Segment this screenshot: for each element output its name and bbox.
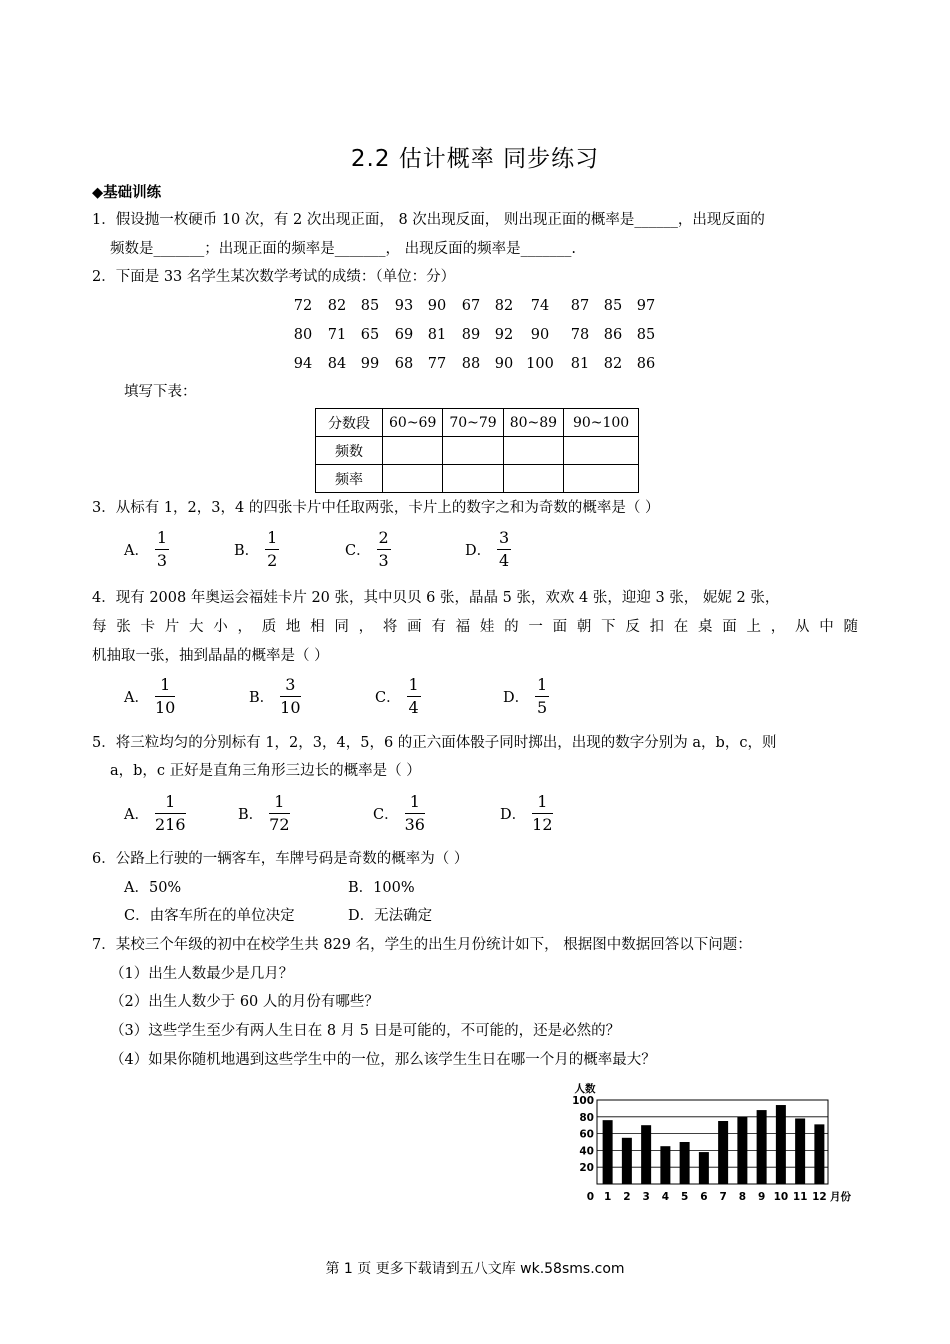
choice-label: C． — [373, 807, 399, 823]
q4-line2: 每张卡片大小，质地相同，将画有福娃的一面朝下反扣在桌面上，从中随 — [92, 619, 858, 635]
score-value: 93 — [394, 298, 414, 314]
score-value: 82 — [603, 356, 623, 372]
fraction-denominator: 72 — [269, 815, 290, 834]
q1-line1: 1．假设抛一枚硬币 10 次，有 2 次出现正面， 8 次出现反面， 则出现正面的概率是______，出现反面的 — [92, 212, 765, 228]
q7-stem: 7．某校三个年级的初中在校学生共 829 名，学生的出生月份统计如下， 根据图中数据回答以下问题： — [92, 937, 752, 953]
table-blank-cell[interactable] — [503, 465, 563, 493]
frequency-table — [315, 408, 639, 493]
fraction-denominator: 4 — [499, 551, 510, 570]
fraction-bar — [407, 696, 421, 697]
fraction-numerator: 3 — [285, 675, 296, 694]
q7-sub2: （2）出生人数少于 60 人的月份有哪些？ — [110, 994, 379, 1010]
q3-choice[interactable] — [234, 529, 279, 570]
fraction — [155, 529, 169, 570]
fraction-denominator: 3 — [156, 551, 168, 570]
fraction-denominator: 4 — [408, 698, 419, 717]
bar-month-7 — [718, 1121, 728, 1184]
choice-label: A． — [124, 807, 149, 823]
score-value: 69 — [394, 327, 414, 343]
table-header-cell: 80~89 — [503, 409, 563, 437]
fraction — [269, 793, 289, 834]
q3-choice[interactable] — [345, 529, 391, 570]
q2-stem: 2．下面是 33 名学生某次数学考试的成绩：（单位：分） — [92, 269, 456, 285]
birth-month-bar-chart — [560, 1078, 860, 1208]
x-tick-label: 9 — [757, 1191, 766, 1203]
fraction — [405, 793, 425, 834]
score-value: 88 — [461, 356, 481, 372]
score-value: 81 — [570, 356, 590, 372]
y-tick-label: 40 — [579, 1145, 594, 1158]
bar-month-5 — [680, 1142, 690, 1184]
bar-month-3 — [641, 1125, 651, 1184]
table-header-cell: 90~100 — [564, 409, 639, 437]
fraction-numerator: 1 — [165, 792, 176, 811]
score-value: 74 — [530, 298, 550, 314]
score-value: 94 — [293, 356, 313, 372]
score-value: 68 — [394, 356, 414, 372]
bar-month-11 — [795, 1118, 805, 1184]
fraction-denominator: 216 — [154, 815, 186, 834]
fraction-bar — [155, 696, 175, 697]
score-value: 87 — [570, 298, 590, 314]
q5-line2: a，b，c 正好是直角三角形三边长的概率是（ ） — [110, 763, 421, 779]
fraction-numerator: 2 — [378, 528, 389, 547]
table-row-label: 频率 — [316, 465, 383, 493]
fraction-bar — [280, 696, 300, 697]
q5-choice[interactable] — [500, 793, 553, 834]
q7-sub3: （3）这些学生至少有两人生日在 8 月 5 日是可能的，不可能的，还是必然的？ — [110, 1023, 621, 1039]
fraction-bar — [497, 549, 511, 550]
fraction-numerator: 1 — [409, 792, 420, 811]
x-tick-label: 2 — [623, 1191, 631, 1203]
table-blank-cell[interactable] — [443, 465, 503, 493]
fraction-bar — [535, 696, 549, 697]
table-blank-cell[interactable] — [564, 465, 639, 493]
fraction-bar — [155, 549, 169, 550]
section-heading: ◆基础训练 — [92, 185, 162, 201]
score-value: 97 — [636, 298, 656, 314]
fraction-denominator: 5 — [537, 698, 548, 717]
score-value: 86 — [636, 356, 656, 372]
fraction-bar — [377, 549, 391, 550]
q4-choice[interactable] — [249, 676, 301, 717]
x-axis-label: 月份 — [830, 1191, 851, 1203]
q2-fill-label: 填写下表： — [124, 384, 197, 400]
table-header-cell: 60~69 — [383, 409, 443, 437]
fraction-numerator: 1 — [156, 528, 168, 547]
score-value: 71 — [327, 327, 347, 343]
score-value: 65 — [360, 327, 380, 343]
score-value: 67 — [461, 298, 481, 314]
q3-stem: 3．从标有 1，2，3，4 的四张卡片中任取两张，卡片上的数字之和为奇数的概率是（ ） — [92, 500, 660, 516]
score-value: 80 — [293, 327, 313, 343]
fraction — [377, 529, 391, 570]
choice-label: D． — [500, 807, 527, 823]
q3-choice[interactable] — [465, 529, 511, 570]
score-value: 77 — [427, 356, 447, 372]
y-tick-label: 100 — [572, 1095, 594, 1107]
choice-label: D． — [465, 543, 492, 559]
q4-line3: 机抽取一张，抽到晶晶的概率是（ ） — [92, 648, 329, 664]
table-blank-cell[interactable] — [503, 437, 563, 465]
q4-choice[interactable] — [375, 676, 421, 717]
fraction — [532, 793, 552, 834]
bar-month-8 — [737, 1117, 747, 1184]
fraction-denominator: 2 — [267, 551, 278, 570]
bar-month-2 — [622, 1138, 632, 1184]
x-tick-label: 6 — [700, 1191, 708, 1203]
score-value: 72 — [293, 298, 313, 314]
q4-line1: 4．现有 2008 年奥运会福娃卡片 20 张，其中贝贝 6 张，晶晶 5 张，欢欢 4 张，迎迎 3 张， 妮妮 2 张， — [92, 590, 780, 606]
fraction-numerator: 1 — [274, 792, 285, 811]
q6-option-d[interactable]: D．无法确定 — [348, 908, 433, 924]
score-value: 84 — [327, 356, 347, 372]
fraction — [497, 529, 511, 570]
fraction-denominator: 12 — [532, 815, 553, 834]
fraction — [407, 676, 421, 717]
fraction-bar — [269, 813, 289, 814]
x-tick-label: 7 — [719, 1191, 727, 1203]
score-value: 81 — [427, 327, 447, 343]
fraction-denominator: 36 — [404, 815, 425, 834]
score-value: 82 — [494, 298, 514, 314]
fraction — [155, 676, 175, 717]
x-tick-label: 8 — [738, 1191, 747, 1203]
choice-label: C． — [375, 690, 401, 706]
fraction-numerator: 3 — [499, 528, 510, 547]
bar-month-4 — [660, 1146, 670, 1184]
q4-choice[interactable] — [503, 676, 549, 717]
choice-label: B． — [238, 807, 264, 823]
y-axis-label: 人数 — [574, 1083, 596, 1095]
q6-option-b[interactable]: B．100% — [348, 880, 415, 896]
score-value: 82 — [327, 298, 347, 314]
q5-line1: 5．将三粒均匀的分别标有 1，2，3，4，5，6 的正六面体骰子同时掷出，出现的数字分别为 a，b，c，则 — [92, 735, 777, 751]
q6-option-c[interactable]: C．由客车所在的单位决定 — [124, 908, 295, 924]
fraction — [535, 676, 549, 717]
score-value: 92 — [494, 327, 514, 343]
table-header-cell: 分数段 — [316, 409, 383, 437]
q6-stem: 6．公路上行驶的一辆客车，车牌号码是奇数的概率为（ ） — [92, 851, 469, 867]
q5-choice[interactable] — [238, 793, 290, 834]
q5-choice[interactable] — [373, 793, 425, 834]
x-origin-label: 0 — [586, 1191, 594, 1203]
table-blank-cell[interactable] — [443, 437, 503, 465]
fraction — [155, 793, 186, 834]
table-blank-cell[interactable] — [564, 437, 639, 465]
fraction — [265, 529, 279, 570]
fraction-denominator: 10 — [280, 698, 301, 717]
bar-month-12 — [814, 1124, 824, 1184]
q1-line2: 频数是_______；出现正面的频率是_______， 出现反面的频率是_______. — [110, 241, 576, 257]
q7-sub1: （1）出生人数最少是几月？ — [110, 966, 294, 982]
page-footer: 第 1 页 更多下载请到五八文库 wk.58sms.com — [325, 1261, 625, 1277]
score-value: 89 — [461, 327, 481, 343]
bar-month-10 — [776, 1105, 786, 1184]
table-blank-cell[interactable] — [383, 437, 443, 465]
bar-month-6 — [699, 1152, 709, 1184]
fraction-denominator: 10 — [154, 698, 176, 717]
score-value: 99 — [360, 356, 380, 372]
score-value: 85 — [603, 298, 623, 314]
q4-choice[interactable] — [124, 676, 175, 717]
choice-label: C． — [345, 543, 371, 559]
score-value: 90 — [494, 356, 514, 372]
x-tick-label: 11 — [792, 1191, 808, 1203]
score-value: 100 — [526, 356, 554, 372]
x-tick-label: 3 — [642, 1191, 650, 1203]
table-blank-cell[interactable] — [383, 465, 443, 493]
choice-label: B． — [234, 543, 260, 559]
y-tick-label: 60 — [579, 1128, 594, 1141]
x-tick-label: 5 — [680, 1191, 689, 1203]
choice-label: A． — [124, 690, 149, 706]
table-header-cell: 70~79 — [443, 409, 503, 437]
score-value: 90 — [530, 327, 550, 343]
score-value: 90 — [427, 298, 447, 314]
q3-choice[interactable] — [124, 529, 169, 570]
fraction-numerator: 1 — [537, 675, 548, 694]
q5-choice[interactable] — [124, 793, 186, 834]
choice-label: B． — [249, 690, 275, 706]
fraction-bar — [532, 813, 552, 814]
fraction-bar — [405, 813, 425, 814]
fraction — [280, 676, 300, 717]
x-tick-label: 4 — [661, 1191, 670, 1203]
table-row-label: 频数 — [316, 437, 383, 465]
score-value: 85 — [636, 327, 656, 343]
score-value: 86 — [603, 327, 623, 343]
fraction-numerator: 1 — [408, 675, 419, 694]
q6-option-a[interactable]: A．50% — [124, 880, 182, 896]
fraction-bar — [155, 813, 186, 814]
fraction-numerator: 1 — [267, 528, 278, 547]
fraction-numerator: 1 — [537, 792, 548, 811]
fraction-denominator: 3 — [378, 551, 389, 570]
y-tick-label: 20 — [579, 1162, 594, 1175]
score-value: 78 — [570, 327, 590, 343]
fraction-bar — [265, 549, 279, 550]
bar-month-1 — [603, 1120, 613, 1184]
page-title: 2.2 估计概率 同步练习 — [350, 146, 600, 172]
x-tick-label: 12 — [812, 1191, 827, 1203]
x-tick-label: 1 — [603, 1191, 612, 1203]
x-tick-label: 10 — [773, 1191, 789, 1203]
score-value: 85 — [360, 298, 380, 314]
bar-month-9 — [757, 1110, 767, 1184]
y-tick-label: 80 — [579, 1111, 594, 1124]
choice-label: A． — [124, 543, 149, 559]
fraction-numerator: 1 — [160, 675, 171, 694]
choice-label: D． — [503, 690, 530, 706]
q7-sub4: （4）如果你随机地遇到这些学生中的一位，那么该学生生日在哪一个月的概率最大？ — [110, 1052, 656, 1068]
